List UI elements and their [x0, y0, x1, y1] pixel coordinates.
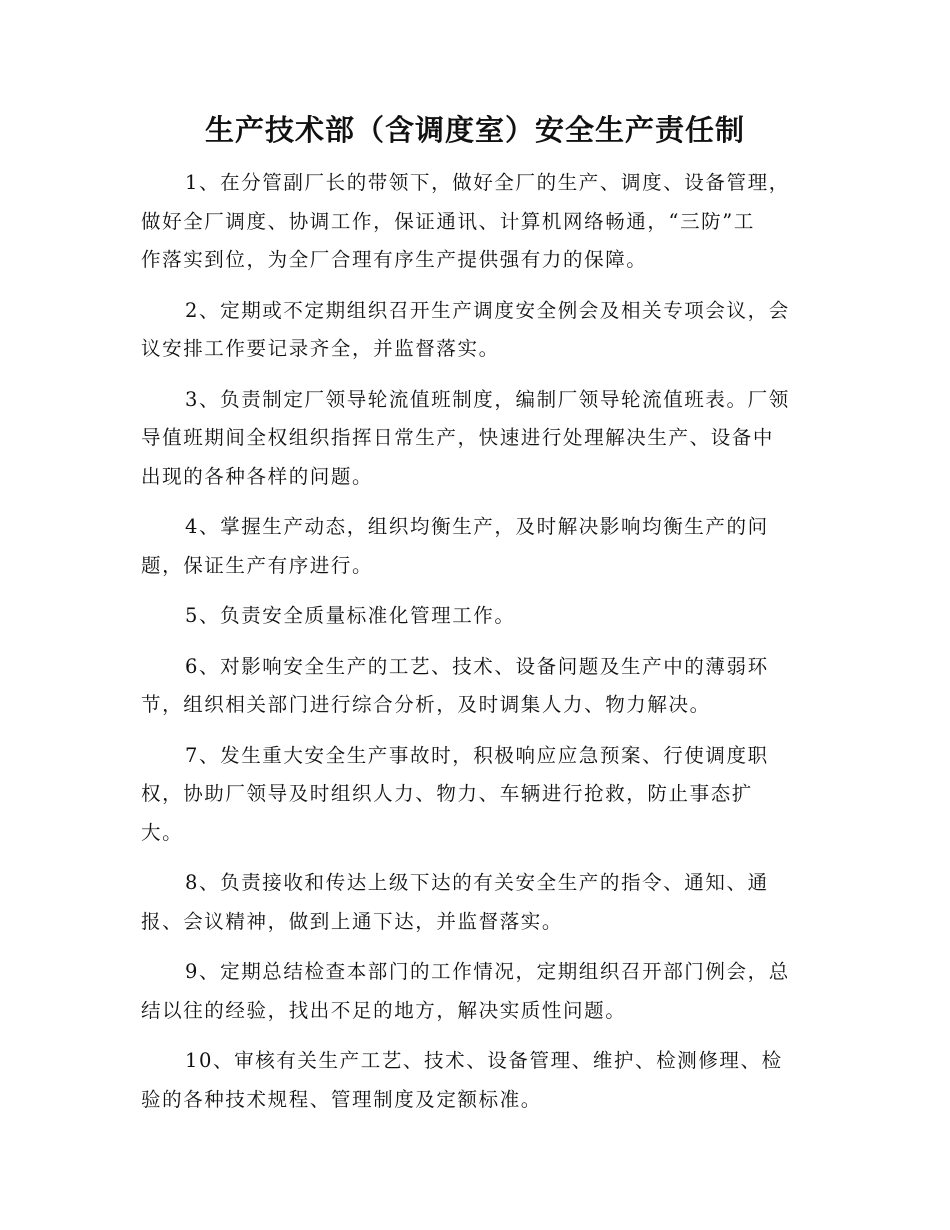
paragraph-6	[141, 648, 806, 725]
paragraph-line: 10、审核有关生产工艺、技术、设备管理、维护、检测修理、检	[185, 1049, 783, 1072]
paragraph-line: 4、掌握生产动态，组织均衡生产，及时解决影响均衡生产的问	[185, 515, 769, 538]
paragraph-line: 8、负责接收和传达上级下达的有关安全生产的指令、通知、通	[185, 871, 769, 894]
paragraph-line: 7、发生重大安全生产事故时，积极响应应急预案、行使调度职	[185, 743, 769, 767]
paragraph-line: 议安排工作要记录齐全，并监督落实。	[141, 337, 500, 360]
paragraph-line: 报、会议精神，做到上通下达，并监督落实。	[141, 909, 564, 933]
paragraph-line: 权，协助厂领导及时组织人力、物力、车辆进行抢救，防止事态扩	[141, 782, 753, 805]
paragraph-line: 做好全厂调度、协调工作，保证通讯、计算机网络畅通，“三防”工	[141, 209, 755, 233]
paragraph-line: 1、在分管副厂长的带领下，做好全厂的生产、调度、设备管理，	[185, 171, 790, 194]
paragraph-3	[141, 381, 806, 497]
paragraph-line: 大。	[141, 820, 184, 844]
paragraph-line: 验的各种技术规程、管理制度及定额标准。	[141, 1087, 542, 1111]
paragraph-line: 节，组织相关部门进行综合分析，及时调集人力、物力解决。	[141, 693, 711, 716]
paragraph-2	[141, 292, 806, 369]
paragraph-line: 导值班期间全权组织指挥日常生产，快速进行处理解决生产、设备中	[141, 426, 775, 449]
paragraph-line: 题，保证生产有序进行。	[141, 553, 374, 577]
paragraph-line: 9、定期总结检查本部门的工作情况，定期组织召开部门例会，总	[185, 960, 790, 983]
document-body	[141, 164, 806, 1131]
document-title: 生产技术部（含调度室）安全生产责任制	[204, 113, 745, 147]
paragraph-10	[141, 1042, 806, 1119]
paragraph-line: 3、负责制定厂领导轮流值班制度，编制厂领导轮流值班表。厂领	[185, 387, 790, 411]
paragraph-1	[141, 164, 806, 280]
paragraph-line: 6、对影响安全生产的工艺、技术、设备问题及生产中的薄弱环	[185, 654, 769, 678]
paragraph-8	[141, 864, 806, 941]
paragraph-9	[141, 953, 806, 1030]
paragraph-4	[141, 508, 806, 585]
paragraph-line: 结以往的经验，找出不足的地方，解决实质性问题。	[141, 998, 627, 1022]
paragraph-line: 5、负责安全质量标准化管理工作。	[185, 604, 516, 627]
paragraph-line: 2、定期或不定期组织召开生产调度安全例会及相关专项会议，会	[185, 298, 790, 322]
paragraph-5	[141, 597, 806, 636]
paragraph-line: 出现的各种各样的问题。	[141, 464, 374, 488]
paragraph-line: 作落实到位，为全厂合理有序生产提供强有力的保障。	[141, 248, 648, 271]
paragraph-7	[141, 737, 806, 853]
